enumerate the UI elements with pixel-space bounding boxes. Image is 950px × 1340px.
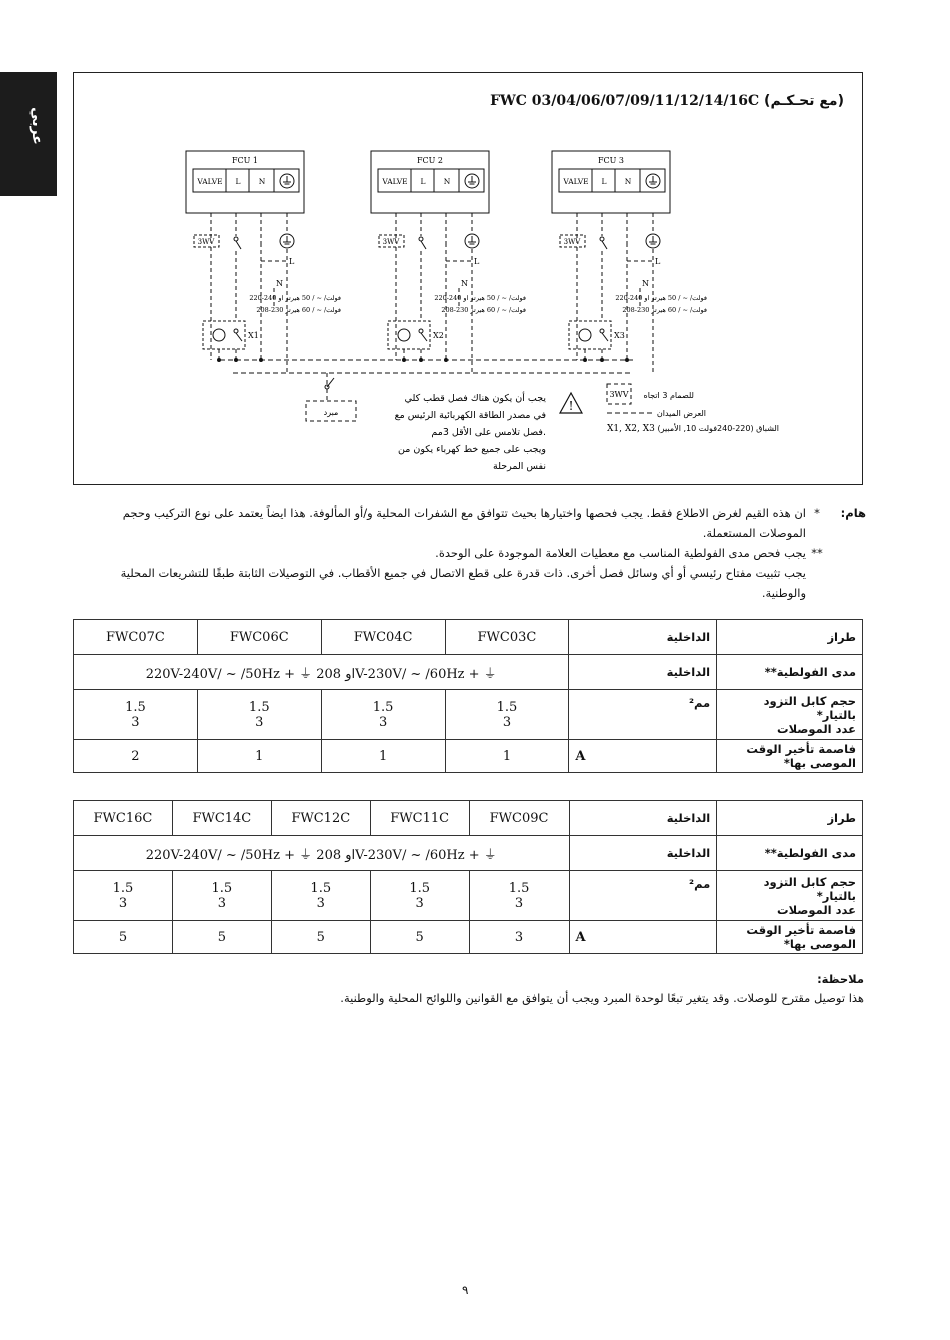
- fcu-unit-name: FCU 2: [416, 156, 444, 165]
- language-tab: [0, 72, 57, 196]
- fuse-cell: 5: [172, 921, 271, 954]
- internal-label: الداخلية: [569, 655, 717, 690]
- fuse-cell: 1: [197, 740, 321, 773]
- thermostat-icon: [579, 329, 591, 341]
- model-cell: FWC11C: [370, 801, 469, 836]
- switch-contact-icon: [234, 237, 238, 241]
- fcu-unit-name: FCU 1: [231, 156, 259, 165]
- voltage-value: 220V-240V/ ~ /50Hz + ⏚ او 208V-230V/ ~ /60Hz + ⏚: [74, 655, 569, 690]
- model-cell: FWC09C: [469, 801, 569, 836]
- terminal-label: L: [235, 177, 241, 186]
- remark-text: هذا توصيل مقترح للوصلات. وقد يتغير تبعًا لوحدة المبرد ويجب أن يتوافق مع القوانين واللوائح المحلية والوطنية.: [340, 991, 864, 1005]
- fuse-cell: 5: [271, 921, 370, 954]
- voltage-value: 220V-240V/ ~ /50Hz + ⏚ او 208V-230V/ ~ /60Hz + ⏚: [74, 836, 570, 871]
- fuse-cell: 2: [74, 740, 198, 773]
- cable-cell: 1.5 3: [469, 871, 569, 921]
- model-cell: FWC06C: [197, 620, 321, 655]
- terminal-label: VALVE: [197, 177, 223, 186]
- table-row: [74, 836, 863, 871]
- thermostat-icon: [398, 329, 410, 341]
- cable-cell: 1.5 3: [271, 871, 370, 921]
- legend-valve-text: للصمام 3 اتجاه: [643, 391, 694, 400]
- internal-label: الداخلية: [569, 620, 717, 655]
- wiring-diagram-box: [73, 72, 863, 485]
- note-mark: **: [811, 546, 823, 560]
- model-cell: FWC12C: [271, 801, 370, 836]
- legend-switch-text: الشباق (220-240فولت 10, الأمبير): [657, 424, 779, 433]
- supply-rating-1: 220-240 فولت/ ~ / 50 هيرتز او: [249, 294, 341, 302]
- spec-table-2: [73, 800, 863, 954]
- supply-rating-2: 208-230 فولت/ ~ / 60 هيرتز: [622, 306, 707, 314]
- cable-cell: 1.5 3: [321, 690, 445, 740]
- cable-cell: 1.5 3: [74, 690, 198, 740]
- model-cell: FWC07C: [74, 620, 198, 655]
- warning-line-2: في مصدر الطاقة الكهربائية الرئيس مع: [394, 410, 546, 421]
- table-row: [74, 620, 863, 655]
- warning-line-5: نفس المرحلة: [493, 461, 546, 472]
- fcu-unit-name: FCU 3: [597, 156, 625, 165]
- cable-cell: 1.5 3: [74, 871, 173, 921]
- wiring-diagram-svg: [74, 73, 864, 486]
- terminal-label: L: [601, 177, 607, 186]
- table-row: [74, 921, 863, 954]
- warning-line-4: ويجب على جميع خط كهرباء يكون من: [398, 444, 546, 455]
- note-text: يجب تثبيت مفتاح رئيسي أو أي وسائل فصل أخرى. ذات قدرة على قطع الاتصال في جميع الأقطاب. في التوصيلات الثابتة طبقًا للتشريعات المحلية والوطنية.: [120, 566, 806, 600]
- internal-label: الداخلية: [569, 836, 717, 871]
- switch-label: X1: [248, 331, 259, 340]
- terminal-label: L: [420, 177, 426, 186]
- switch-contact-icon: [234, 329, 238, 333]
- line-label: L: [474, 257, 480, 266]
- neutral-label: N: [642, 279, 649, 288]
- supply-rating-2: 208-230 فولت/ ~ / 60 هيرتز: [441, 306, 526, 314]
- neutral-label: N: [461, 279, 468, 288]
- fuse-cell: 1: [445, 740, 569, 773]
- cable-cell: 1.5 3: [445, 690, 569, 740]
- page-number: ٩: [462, 1283, 469, 1297]
- fuse-cell: 1: [321, 740, 445, 773]
- switch-contact-icon: [419, 329, 423, 333]
- cable-cell: 1.5 3: [172, 871, 271, 921]
- switch-contact-icon: [600, 237, 604, 241]
- voltage-row-label: مدى الفولطية**: [717, 655, 863, 690]
- note-item: [80, 503, 866, 543]
- table-row: [74, 871, 863, 921]
- important-notes: [80, 503, 866, 603]
- switch-label: X3: [614, 331, 625, 340]
- model-row-label: طراز: [717, 801, 863, 836]
- language-tab-label: عربي: [28, 107, 45, 145]
- fuse-cell: 5: [370, 921, 469, 954]
- controller-box: [388, 321, 430, 349]
- valve-tag: 3WV: [563, 238, 581, 246]
- note-item: [80, 543, 866, 563]
- cable-unit: مم²: [569, 871, 717, 921]
- legend-switch-codes: X1, X2, X3: [607, 424, 655, 434]
- remark-label: ملاحظة:: [817, 972, 864, 986]
- note-item: [80, 563, 866, 603]
- svg-text:!: !: [568, 399, 574, 413]
- fuse-unit: A: [569, 921, 717, 954]
- cable-cell: 1.5 3: [370, 871, 469, 921]
- terminal-label: N: [258, 177, 266, 186]
- switch-contact-icon: [419, 237, 423, 241]
- spec-table-1: [73, 619, 863, 773]
- remark: [340, 970, 864, 1008]
- table-row: [74, 801, 863, 836]
- warning-line-3: فصل تلامس على الأقل 3مم.: [431, 427, 546, 438]
- note-mark: *: [814, 506, 820, 520]
- valve-tag: 3WV: [382, 238, 400, 246]
- cable-row-label: حجم كابل التزود بالتيار* عدد الموصلات: [717, 690, 863, 740]
- fuse-row-label: فاصمة تأخير الوقت الموصى بها*: [717, 921, 863, 954]
- terminal-label: VALVE: [563, 177, 589, 186]
- legend-field-text: العرض الميدان: [656, 409, 706, 418]
- note-text: يجب فحص مدى الفولطية المناسب مع معطيات العلامة الموجودة على الوحدة.: [435, 546, 806, 560]
- cable-cell: 1.5 3: [197, 690, 321, 740]
- supply-rating-1: 220-240 فولت/ ~ / 50 هيرتز او: [615, 294, 707, 302]
- valve-tag: 3WV: [197, 238, 215, 246]
- terminal-label: N: [624, 177, 632, 186]
- fuse-cell: 5: [74, 921, 173, 954]
- line-label: L: [655, 257, 661, 266]
- switch-contact-icon: [600, 329, 604, 333]
- fuse-unit: A: [569, 740, 717, 773]
- legend-valve-tag: 3WV: [609, 390, 629, 399]
- line-label: L: [289, 257, 295, 266]
- supply-rating-1: 220-240 فولت/ ~ / 50 هيرتز او: [434, 294, 526, 302]
- cable-unit: مم²: [569, 690, 717, 740]
- fuse-row-label: فاصمة تأخير الوقت الموصى بها*: [717, 740, 863, 773]
- model-cell: FWC14C: [172, 801, 271, 836]
- table-row: [74, 740, 863, 773]
- diagram-title-arabic: (مع تحـكـم): [764, 93, 844, 109]
- terminal-label: VALVE: [382, 177, 408, 186]
- thermostat-icon: [213, 329, 225, 341]
- fcu-units: [186, 151, 707, 373]
- voltage-row-label: مدى الفولطية**: [717, 836, 863, 871]
- fuse-cell: 3: [469, 921, 569, 954]
- important-label: هام:: [840, 506, 866, 520]
- internal-label: الداخلية: [569, 801, 717, 836]
- chiller-label: مبرد: [323, 408, 339, 417]
- model-row-label: طراز: [717, 620, 863, 655]
- warning-line-1: يجب أن يكون هناك فصل قطب كلي: [404, 393, 546, 404]
- note-mark: [806, 563, 828, 603]
- switch-label: X2: [433, 331, 444, 340]
- controller-box: [569, 321, 611, 349]
- controller-box: [203, 321, 245, 349]
- table-row: [74, 655, 863, 690]
- cable-row-label: حجم كابل التزود بالتيار* عدد الموصلات: [717, 871, 863, 921]
- terminal-label: N: [443, 177, 451, 186]
- neutral-label: N: [276, 279, 283, 288]
- note-text: ان هذه القيم لغرض الاطلاع فقط. يجب فحصها واختيارها بحيث تتوافق مع الشفرات المحلية و/أو المألوفة. هذا ايضاً يعتمد على نوع التركيب وحجم الموصلات المستعملة.: [122, 506, 806, 540]
- model-cell: FWC04C: [321, 620, 445, 655]
- supply-rating-2: 208-230 فولت/ ~ / 60 هيرتز: [256, 306, 341, 314]
- model-cell: FWC16C: [74, 801, 173, 836]
- model-cell: FWC03C: [445, 620, 569, 655]
- chiller-switch-icon: [327, 378, 334, 387]
- table-row: [74, 690, 863, 740]
- diagram-title-model: FWC 03/04/06/07/09/11/12/14/16C: [490, 93, 760, 109]
